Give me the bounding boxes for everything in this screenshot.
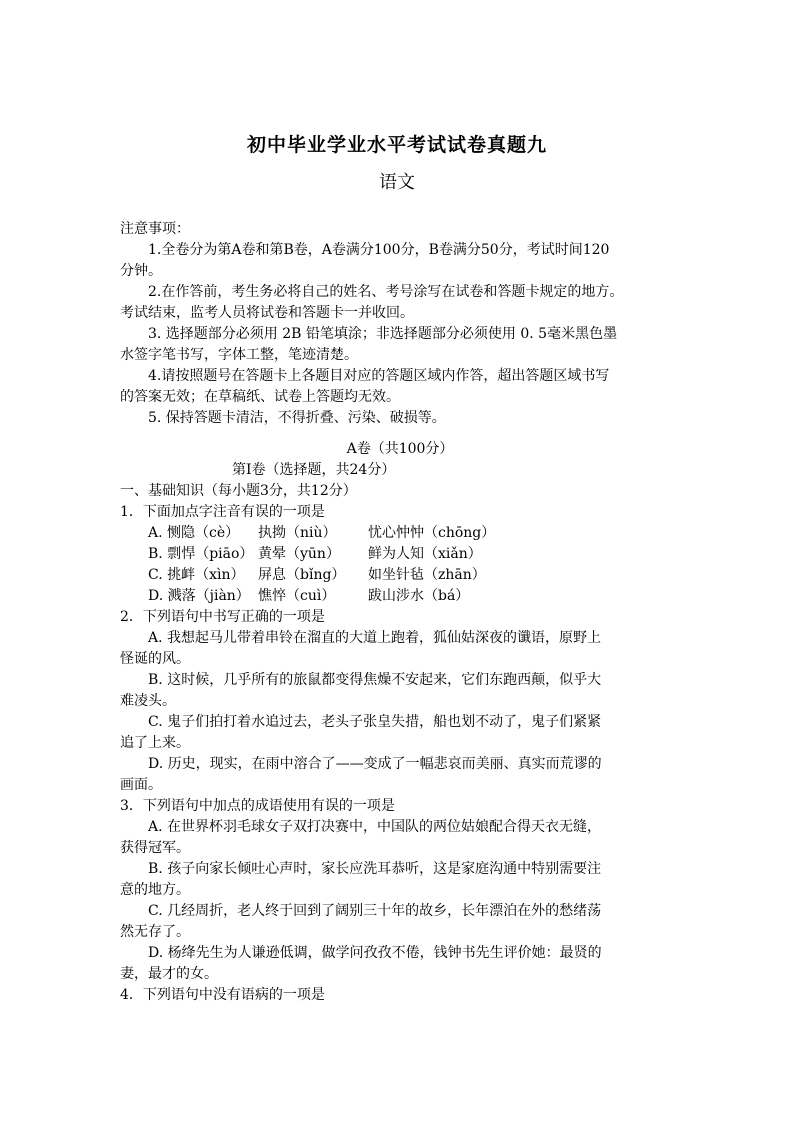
question-3-option-a-cont: 获得冠军。 <box>120 840 190 856</box>
question-2-stem: 2．下列语句中书写正确的一项是 <box>120 609 325 625</box>
exam-body <box>120 219 680 1006</box>
question-2-option-a: A. 我想起马儿带着串铃在溜直的大道上跑着，狐仙姑深夜的谶语，原野上 <box>148 630 602 646</box>
question-3-option-c-cont: 然无存了。 <box>120 924 190 940</box>
question-2-option-b-cont: 难凌头。 <box>120 693 176 709</box>
notice-item-5: 5. 保持答题卡清洁，不得折叠、污染、破损等。 <box>148 410 446 426</box>
question-3-option-d: D. 杨绛先生为人谦逊低调，做学问孜孜不倦，钱钟书先生评价她：最贤的 <box>148 945 602 961</box>
section-a-heading: A卷（共100分） <box>346 441 454 457</box>
question-2-option-d: D. 历史，现实，在雨中溶合了——变成了一幅悲哀而美丽、真实而荒谬的 <box>148 756 602 772</box>
question-2-option-a-cont: 怪诞的风。 <box>120 651 190 667</box>
question-3-option-c: C. 几经周折，老人终于回到了阔别三十年的故乡，长年漂泊在外的愁绪荡 <box>148 903 602 919</box>
question-2-option-b: B. 这时候，几乎所有的旅鼠都变得焦燥不安起来，它们东跑西颠，似乎大 <box>148 672 602 688</box>
notice-item-1: 1.全卷分为第A卷和第B卷，A卷满分100分，B卷满分50分，考试时间120 <box>148 242 610 258</box>
question-2-option-d-cont: 画面。 <box>120 777 162 793</box>
question-4-stem: 4．下列语句中没有语病的一项是 <box>120 987 325 1003</box>
question-3-option-b-cont: 意的地方。 <box>120 882 190 898</box>
question-2-option-c-cont: 追了上来。 <box>120 735 190 751</box>
question-3-option-b: B. 孩子向家长倾吐心声时，家长应洗耳恭听，这是家庭沟通中特别需要注 <box>148 861 602 877</box>
notice-item-3: 3. 选择题部分必须用 2B 铅笔填涂；非选择题部分必须使用 0. 5毫米黑色墨 <box>148 326 618 342</box>
exam-title: 初中毕业学业水平考试试卷真题九 <box>246 134 547 156</box>
group-1-heading: 一、基础知识（每小题3分，共12分） <box>120 483 357 499</box>
question-3-option-a: A. 在世界杯羽毛球女子双打决赛中，中国队的两位姑娘配合得天衣无缝， <box>148 819 602 835</box>
notice-item-1-cont: 分钟。 <box>120 263 162 279</box>
question-1-option-d: D. 溅落（jiàn） 憔悴（cuì） 跋山涉水（bá） <box>148 588 470 604</box>
question-3-stem: 3．下列语句中加点的成语使用有误的一项是 <box>120 798 395 814</box>
question-3-option-d-cont: 妻，最才的女。 <box>120 966 218 982</box>
notice-item-2-cont: 考试结束，监考人员将试卷和答题卡一并收回。 <box>120 305 414 321</box>
question-1-option-b: B. 剽悍（piāo） 黄晕（yūn） 鲜为人知（xiǎn） <box>148 546 482 562</box>
question-2-option-c: C. 鬼子们拍打着水追过去，老头子张皇失措，船也划不动了，鬼子们紧紧 <box>148 714 602 730</box>
notice-item-3-cont: 水签字笔书写，字体工整，笔迹清楚。 <box>120 347 358 363</box>
notice-item-4: 4.请按照题号在答题卡上各题目对应的答题区域内作答，超出答题区域书写 <box>148 368 610 384</box>
part-1-heading: 第Ⅰ卷（选择题，共24分） <box>232 462 396 478</box>
question-1-option-a: A. 恻隐（cè） 执拗（niù） 忧心忡忡（chōng） <box>148 525 496 541</box>
question-1-stem: 1．下面加点字注音有误的一项是 <box>120 504 325 520</box>
subject-title: 语文 <box>379 172 415 193</box>
notice-item-2: 2.在作答前，考生务必将自己的姓名、考号涂写在试卷和答题卡规定的地方。 <box>148 284 624 300</box>
question-1-option-c: C. 挑衅（xìn） 屏息（bǐng） 如坐针毡（zhān） <box>148 567 486 583</box>
notice-item-4-cont: 的答案无效；在草稿纸、试卷上答题均无效。 <box>120 389 400 405</box>
notice-heading: 注意事项： <box>120 221 190 237</box>
